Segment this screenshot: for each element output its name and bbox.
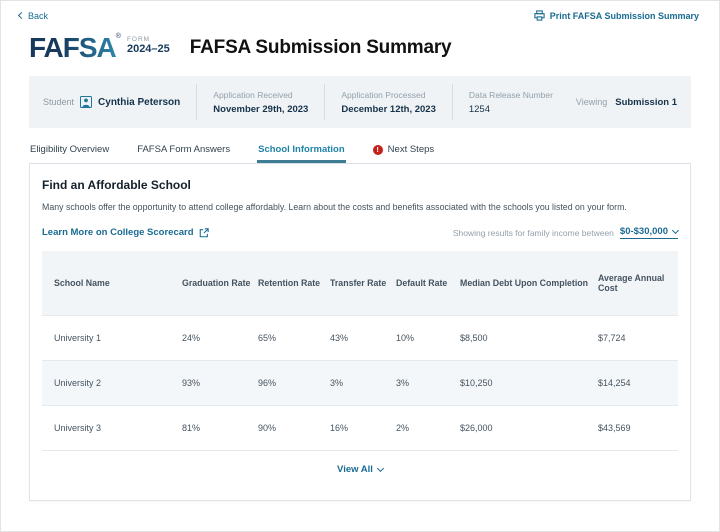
- tab-school-information[interactable]: [257, 140, 346, 163]
- meta-row: [42, 226, 678, 239]
- field-label: Data Release Number: [468, 89, 553, 100]
- column-header: Graduation Rate: [182, 278, 251, 288]
- column-header: Average Annual Cost: [598, 273, 665, 293]
- data-release-number-field: [453, 90, 569, 115]
- cell: 81%: [182, 423, 201, 433]
- cell: 43%: [330, 333, 349, 343]
- tab-eligibility-overview[interactable]: [29, 140, 110, 163]
- field-value: 1254: [468, 103, 490, 115]
- cell: $10,250: [460, 378, 493, 388]
- school-comparison-table: [42, 251, 678, 488]
- column-header: Retention Rate: [258, 278, 321, 288]
- cell: $7,724: [598, 333, 626, 343]
- printer-icon: [534, 10, 545, 21]
- cell-school-name: University 2: [54, 378, 102, 388]
- external-link-icon: [199, 228, 209, 238]
- application-received-field: [197, 90, 324, 115]
- page-title: FAFSA Submission Summary: [189, 37, 452, 58]
- cell: 24%: [182, 333, 201, 343]
- alert-icon: !: [373, 145, 383, 155]
- table-row: [42, 360, 678, 405]
- table-row: [42, 315, 678, 360]
- back-label: Back: [28, 10, 49, 21]
- section-title: Find an Affordable School: [42, 178, 191, 192]
- back-link[interactable]: [19, 11, 48, 21]
- print-summary-link[interactable]: [534, 10, 699, 21]
- cell: 96%: [258, 378, 277, 388]
- cell: $14,254: [598, 378, 631, 388]
- registered-mark: ®: [115, 33, 121, 40]
- income-filter-dropdown[interactable]: [620, 226, 678, 239]
- filter-value: $0-$30,000: [619, 226, 668, 237]
- student-info-bar: [29, 76, 691, 128]
- cell: 10%: [396, 333, 415, 343]
- person-icon: [80, 96, 92, 108]
- cell: 90%: [258, 423, 277, 433]
- tab-label: FAFSA Form Answers: [137, 144, 231, 155]
- fafsa-logo-text: FAFSA: [29, 32, 116, 63]
- application-processed-field: [325, 90, 452, 115]
- student-label: Student: [43, 97, 75, 107]
- chevron-down-icon: [672, 227, 679, 234]
- cell: 65%: [258, 333, 277, 343]
- tab-label: School Information: [258, 144, 345, 155]
- view-all-label: View All: [337, 464, 373, 475]
- print-label: Print FAFSA Submission Summary: [549, 10, 699, 21]
- section-description: Many schools offer the opportunity to attend college affordably. Learn about the costs and benefits associated with the schools you listed on your form.: [42, 202, 627, 212]
- scorecard-label: Learn More on College Scorecard: [42, 227, 194, 238]
- college-scorecard-link[interactable]: [42, 227, 209, 238]
- cell: 16%: [330, 423, 349, 433]
- cell: 3%: [330, 378, 344, 388]
- column-header: School Name: [54, 278, 110, 288]
- view-all-button[interactable]: [337, 464, 383, 475]
- cell: $26,000: [460, 423, 493, 433]
- viewing-value: Submission 1: [615, 96, 677, 108]
- cell: 93%: [182, 378, 201, 388]
- student-name: Cynthia Peterson: [98, 96, 181, 108]
- cell-school-name: University 3: [54, 423, 102, 433]
- table-header-row: [42, 251, 678, 315]
- column-header: Median Debt Upon Completion: [460, 278, 589, 288]
- cell: $43,569: [598, 423, 631, 433]
- column-header: Default Rate: [396, 278, 448, 288]
- tab-fafsa-form-answers[interactable]: [136, 140, 231, 163]
- tab-next-steps[interactable]: [372, 140, 435, 163]
- view-all-row: [42, 450, 678, 488]
- logo-years: 2024–25: [126, 43, 170, 55]
- field-label: Application Processed: [341, 89, 426, 100]
- cell-school-name: University 1: [54, 333, 102, 343]
- tab-label: Eligibility Overview: [30, 144, 110, 155]
- top-bar: [1, 1, 719, 21]
- viewing-indicator: [576, 97, 677, 108]
- viewing-label: Viewing: [575, 97, 608, 107]
- tab-label: Next Steps: [387, 144, 435, 155]
- page-header: [29, 33, 691, 63]
- cell: 3%: [396, 378, 410, 388]
- logo-form-label: FORM: [126, 36, 151, 43]
- column-header: Transfer Rate: [330, 278, 387, 288]
- field-value: November 29th, 2023: [213, 103, 309, 115]
- chevron-left-icon: [18, 12, 25, 19]
- student-identity: [43, 96, 196, 108]
- cell: $8,500: [460, 333, 488, 343]
- school-information-panel: [29, 164, 691, 501]
- table-row: [42, 405, 678, 450]
- filter-label: Showing results for family income between: [452, 227, 614, 238]
- field-label: Application Received: [213, 89, 293, 100]
- fafsa-logo: [29, 33, 170, 63]
- cell: 2%: [396, 423, 410, 433]
- tab-bar: [29, 140, 691, 164]
- chevron-down-icon: [377, 465, 384, 472]
- income-filter: [453, 226, 678, 239]
- field-value: December 12th, 2023: [341, 103, 436, 115]
